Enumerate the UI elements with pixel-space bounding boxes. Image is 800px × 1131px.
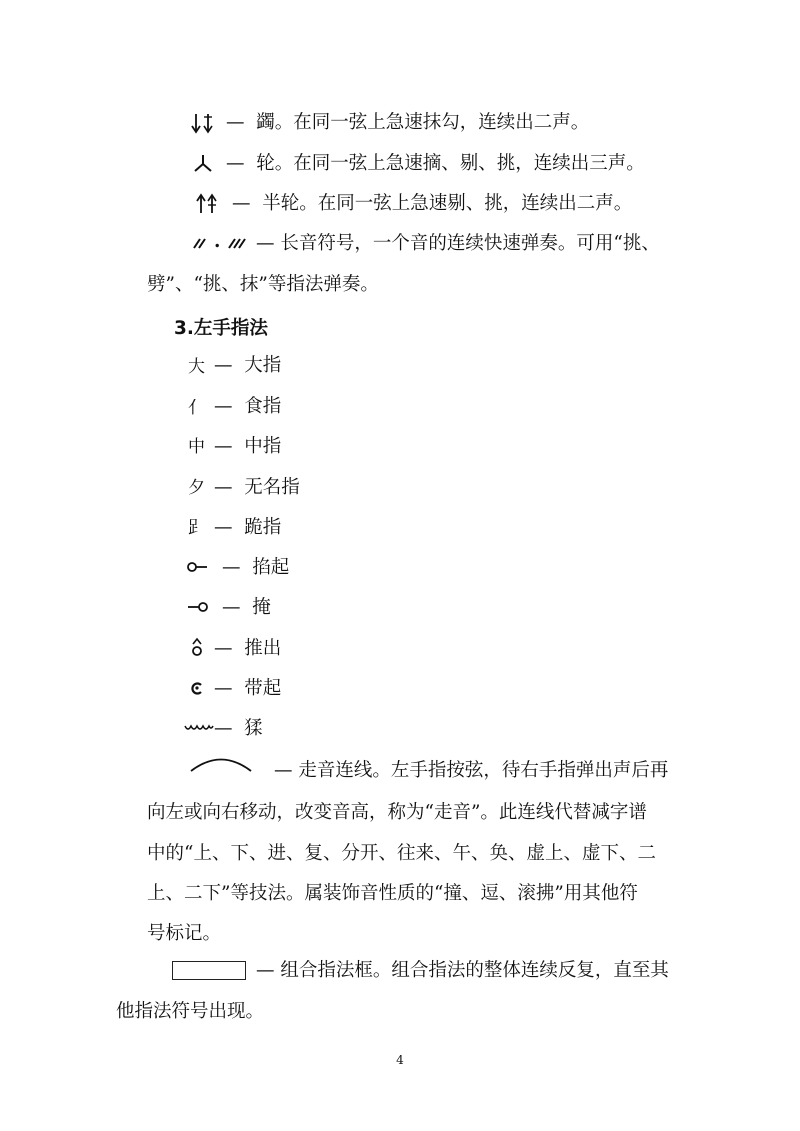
long-tone-dot: . — [214, 231, 221, 252]
juan-desc: — 蠲。在同一弦上急速抹勾，连续出二声。 — [226, 112, 590, 133]
left-item-middle: — 中指 — [214, 436, 282, 457]
page-number: 4 — [396, 1053, 404, 1067]
left-item-daiqi: — 带起 — [214, 678, 282, 699]
left-item-nao: — 猱 — [214, 718, 263, 739]
section-heading: 3.左手指法 — [174, 318, 268, 339]
slide-arc-icon — [188, 752, 254, 774]
slide-desc-line2: 向左或向右移动，改变音高，称为“走音”。此连线代替减字谱 — [147, 802, 647, 823]
long-tone-desc-line1: — 长音符号，一个音的连续快速弹奏。可用“挑、 — [256, 233, 660, 254]
left-glyph-index: 亻 — [188, 398, 205, 418]
combo-desc-line2: 他指法符号出现。 — [116, 1001, 265, 1022]
left-item-thumb: — 大指 — [214, 355, 282, 376]
left-glyph-ring: 夕 — [188, 478, 205, 498]
left-item-yan: — 掩 — [222, 597, 271, 618]
combo-desc-line1: — 组合指法框。组合指法的整体连续反复，直至其 — [256, 960, 669, 981]
lun-desc: — 轮。在同一弦上急速摘、剔、挑，连续出三声。 — [226, 153, 645, 174]
left-item-tuichu: — 推出 — [214, 638, 282, 659]
qiaqi-symbol-icon — [186, 559, 210, 575]
lun-symbol-icon — [191, 152, 215, 174]
juan-symbol-icon — [190, 111, 216, 135]
slide-desc-line3: 中的“上、下、进、复、分开、往来、午、奂、虚上、虚下、二 — [147, 843, 656, 864]
slide-desc-line1: — 走音连线。左手指按弦，待右手指弹出声后再 — [274, 760, 669, 781]
left-glyph-middle: 中 — [188, 437, 205, 457]
left-item-index: — 食指 — [214, 396, 282, 417]
left-item-ring: — 无名指 — [214, 477, 300, 498]
left-glyph-thumb: 大 — [188, 357, 205, 377]
slide-desc-line5: 号标记。 — [147, 923, 222, 944]
yan-symbol-icon — [186, 599, 210, 615]
left-item-qiaqi: — 掐起 — [222, 557, 290, 578]
left-glyph-kneel: 𧾷 — [188, 518, 205, 538]
banlun-desc: — 半轮。在同一弦上急速剔、挑，连续出二声。 — [232, 193, 633, 214]
long-tone-double-slash-icon — [190, 234, 210, 252]
tuichu-symbol-icon — [189, 637, 205, 659]
nao-symbol-icon — [184, 720, 214, 734]
long-tone-triple-slash-icon — [226, 234, 250, 252]
left-item-kneel: — 跪指 — [214, 517, 282, 538]
daiqi-symbol-icon — [189, 679, 205, 697]
combo-frame-symbol — [172, 961, 246, 980]
long-tone-desc-line2: 劈”、“挑、抹”等指法弹奏。 — [147, 274, 379, 295]
banlun-symbol-icon — [194, 192, 220, 216]
slide-desc-line4: 上、二下”等技法。属装饰音性质的“撞、逗、滚拂”用其他符 — [147, 883, 638, 904]
